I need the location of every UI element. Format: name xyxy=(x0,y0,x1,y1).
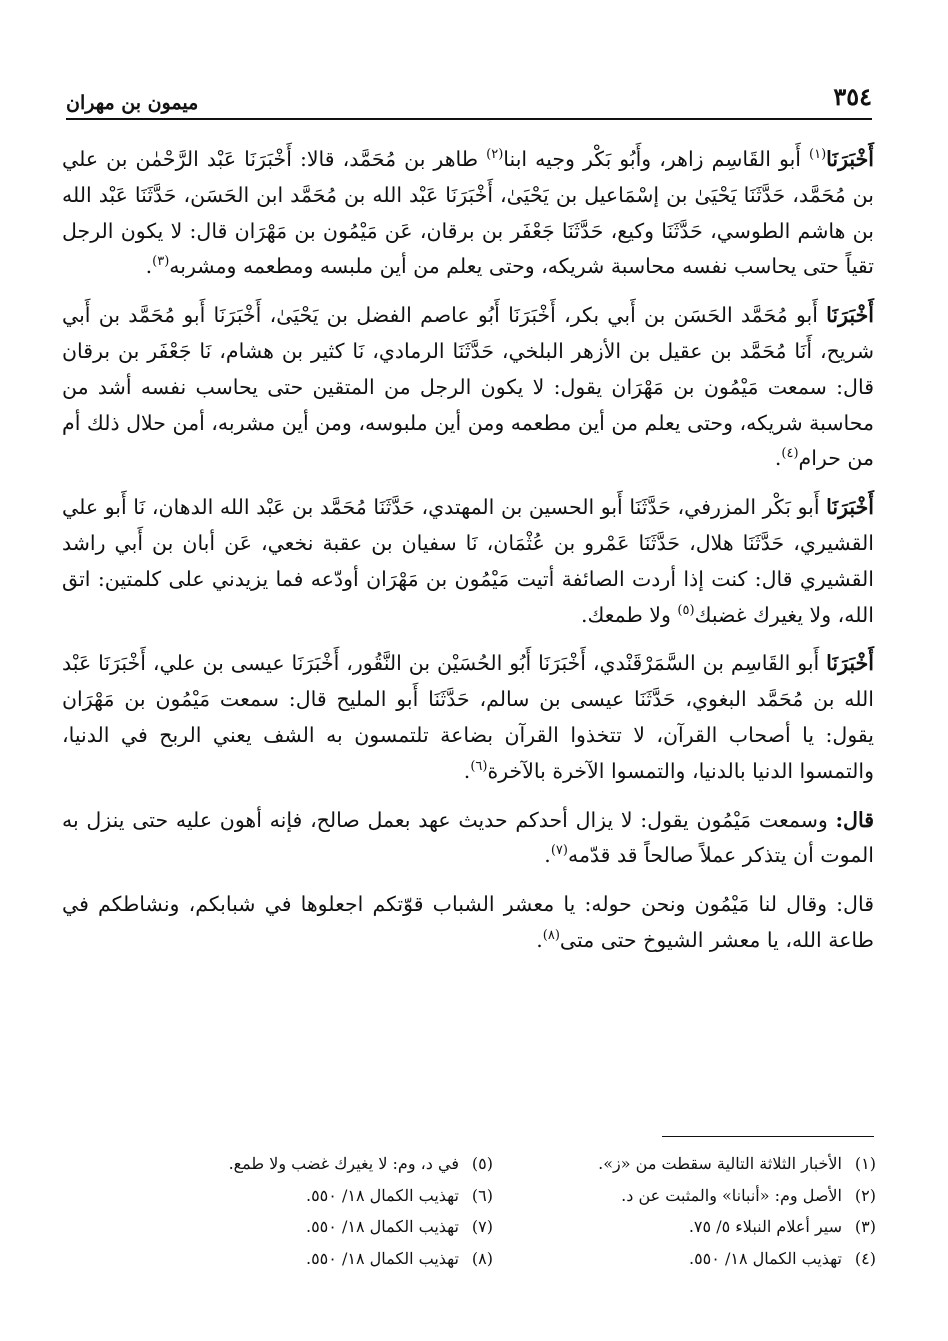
paragraph-lead: قال: xyxy=(835,807,874,832)
paragraph-text: أَبو بَكْر المزرفي، حَدَّثَنَا أَبو الحسين بن المهتدي، حَدَّثَنَا مُحَمَّد بن عَبْد الله الدهان، نَا أَبو علي القشيري، حَدَّثَنَا هلال، حَدَّثَنَا عَمْرو بن عُثْمَان، نَا سفيان بن عقبة نخعي، عَن أبان بن أَبي راشد القشيري قال: كنت إذا أردت الصائفة أتيت مَيْمُون بن مَهْرَان أودّعه فما يزيدني على كلمتين: اتق الله، ولا يغيرك غضبك xyxy=(62,495,874,627)
footnote-number: (٢) xyxy=(854,1185,876,1205)
paragraph-3 xyxy=(62,490,874,633)
footnote-text: تهذيب الكمال ١٨/ ٥٥٠. xyxy=(305,1217,459,1236)
paragraph-6 xyxy=(62,887,874,959)
paragraph-text: أَبو القَاسِم بن السَّمَرْقَنْدي، أَخْبَرَنَا أَبُو الحُسَيْن بن النَّقُور، أَخْبَرَنَا عيسى بن علي، أَخْبَرَنَا عَبْد الله بن مُحَمَّد البغوي، حَدَّثَنَا عيسى بن سالم، حَدَّثَنَا أَبو المليح قال: سمعت مَيْمُون بن مَهْرَان يقول: يا أصحاب القرآن، لا تتخذوا القرآن بضاعة تلتمسون به الشف يعني الربح في الدنيا، والتمسوا الدنيا بالدنيا، والتمسوا الآخرة بالآخرة xyxy=(62,651,874,783)
footnote-item xyxy=(533,1243,876,1275)
paragraph-lead: أَخْبَرَنَا xyxy=(826,147,874,171)
paragraph-lead: أَخْبَرَنَا xyxy=(826,651,874,676)
footnote-text: الأخبار الثلاثة التالية سقطت من «ز». xyxy=(598,1154,842,1173)
paragraph-lead: أَخْبَرَنَا xyxy=(826,303,874,328)
footnotes-right-column xyxy=(533,1148,876,1274)
footnote-item xyxy=(150,1211,493,1243)
main-text xyxy=(62,142,874,972)
paragraph-4 xyxy=(62,646,874,789)
footnote-ref: (٤) xyxy=(781,446,799,462)
footnote-number: (٧) xyxy=(471,1217,493,1236)
running-title: ميمون بن مهران xyxy=(66,92,199,114)
paragraph-end: . xyxy=(544,843,551,868)
footnote-item xyxy=(150,1180,493,1212)
paragraph-end: . xyxy=(145,254,153,279)
footnote-number: (٦) xyxy=(471,1185,493,1205)
footnote-text: تهذيب الكمال ١٨/ ٥٥٠. xyxy=(688,1248,842,1268)
footnote-ref: (٧) xyxy=(550,843,568,859)
footnote-ref: (٢) xyxy=(486,147,504,163)
paragraph-text: أَبو مُحَمَّد الحَسَن بن أَبي بكر، أَخْبَرَنَا أَبُو عاصم الفضل بن يَحْيَىٰ، أَخْبَرَنَا أَبو مُحَمَّد بن أَبي شريح، أَنَا مُحَمَّد بن عقيل بن الأزهر البلخي، حَدَّثَنَا الرمادي، نَا كثير بن هشام، نَا جَعْفَر بن برقان قال: سمعت مَيْمُون بن مَهْرَان يقول: لا يكون الرجل من المتقين حتى يحاسب نفسه أشد من محاسبة شريكه، وحتى يعلم من أين مطعمه ومن أين ملبوسه، ومن أين مشربه، أمن حلال ذلك أم من حرام xyxy=(62,303,874,471)
paragraph-5 xyxy=(62,803,874,875)
paragraph-2 xyxy=(62,298,874,477)
footnote-item xyxy=(533,1180,876,1212)
paragraph-end: . xyxy=(536,927,543,952)
footnote-text: تهذيب الكمال ١٨/ ٥٥٠. xyxy=(305,1248,459,1268)
footnote-ref: (٥) xyxy=(677,602,695,618)
header-rule xyxy=(66,118,872,120)
footnotes-left-column xyxy=(150,1148,493,1274)
footnote-text: الأصل وم: «أنبانا» والمثبت عن د. xyxy=(621,1185,842,1205)
paragraph-end: . xyxy=(463,758,471,783)
page-header xyxy=(66,82,872,122)
footnote-item xyxy=(150,1148,493,1180)
footnote-text: سير أعلام النبلاء ٥/ ٧٥. xyxy=(688,1217,842,1236)
paragraph-end: . xyxy=(774,446,782,471)
footnote-number: (٤) xyxy=(854,1248,876,1268)
footnote-text: تهذيب الكمال ١٨/ ٥٥٠. xyxy=(305,1185,459,1205)
footnote-number: (١) xyxy=(854,1154,876,1173)
paragraph-lead: أَخْبَرَنَا xyxy=(826,495,874,520)
footnote-item xyxy=(533,1211,876,1243)
paragraph-end: ولا طمعك. xyxy=(580,602,678,627)
footnote-number: (٣) xyxy=(854,1217,876,1236)
page-number: ٣٥٤ xyxy=(833,82,872,111)
footnote-rule xyxy=(662,1136,874,1137)
paragraph-text: أَبو القَاسِم زاهر، وأَبُو بَكْر وجيه ابنا xyxy=(503,147,810,171)
footnotes xyxy=(150,1148,876,1274)
paragraph-text: طاهر بن مُحَمَّد، قالا: أَخْبَرَنَا عَبْد الرَّحْمٰن بن علي بن مُحَمَّد، حَدَّثَنَا يَحْيَىٰ بن إسْمَاعيل بن يَحْيَىٰ، أَخْبَرَنَا عَبْد الله بن مُحَمَّد ابن الحَسَن، حَدَّثَنَا عَبْد الله بن هاشم الطوسي، حَدَّثَنَا وكيع، حَدَّثَنَا جَعْفَر بن برقان، عَن مَيْمُون بن مَهْرَان قال: لا يكون الرجل تقياً حتى يحاسب نفسه محاسبة شريكه، وحتى يعلم من أين ملبسه ومطعمه ومشربه xyxy=(62,147,874,279)
paragraph-text: وسمعت مَيْمُون يقول: لا يزال أحدكم حديث عهد بعمل صالح، فإنه أهون عليه حتى ينزل به الموت أن يتذكر عملاً صالحاً قد قدّمه xyxy=(62,807,874,868)
footnote-ref: (٦) xyxy=(470,758,488,774)
footnote-number: (٨) xyxy=(471,1248,493,1268)
footnote-ref: (٣) xyxy=(152,254,170,270)
footnote-ref: (٨) xyxy=(542,928,560,944)
footnote-item xyxy=(150,1243,493,1275)
paragraph-text: قال: وقال لنا مَيْمُون ونحن حوله: يا معشر الشباب قوّتكم اجعلوها في شبابكم، ونشاطكم في طاعة الله، يا معشر الشيوخ حتى متى xyxy=(62,892,874,952)
footnote-text: في د، وم: لا يغيرك غضب ولا طمع. xyxy=(228,1154,459,1173)
paragraph-1 xyxy=(62,142,874,285)
footnote-ref: (١) xyxy=(809,147,827,163)
footnote-item xyxy=(533,1148,876,1180)
footnote-number: (٥) xyxy=(471,1154,493,1173)
